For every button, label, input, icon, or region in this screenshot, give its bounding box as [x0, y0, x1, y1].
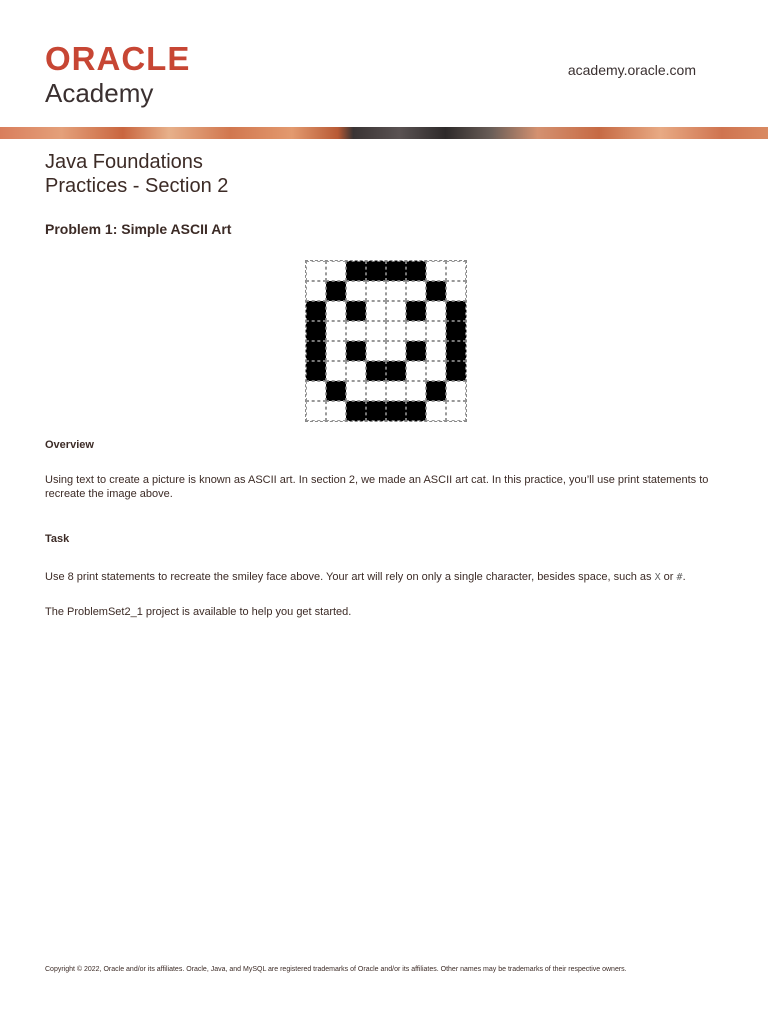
problem-heading: Problem 1: Simple ASCII Art: [45, 221, 232, 237]
task-period: .: [682, 571, 686, 583]
art-cell-filled: [346, 401, 366, 421]
art-cell-filled: [406, 401, 426, 421]
art-cell-filled: [366, 261, 386, 281]
art-cell-empty: [326, 321, 346, 341]
art-cell-empty: [326, 341, 346, 361]
art-cell-empty: [346, 381, 366, 401]
art-cell-empty: [326, 401, 346, 421]
art-cell-filled: [426, 381, 446, 401]
art-cell-empty: [386, 321, 406, 341]
art-cell-empty: [346, 321, 366, 341]
decorative-banner: [0, 127, 768, 139]
art-cell-empty: [386, 301, 406, 321]
overview-label: Overview: [45, 439, 94, 451]
task-or: or: [660, 571, 677, 583]
art-cell-filled: [386, 401, 406, 421]
task-text-main: Use 8 print statements to recreate the smiley face above. Your art will rely on only a single character, besides space, such as: [45, 571, 655, 583]
art-cell-filled: [326, 381, 346, 401]
art-cell-empty: [426, 321, 446, 341]
art-cell-filled: [366, 401, 386, 421]
art-cell-empty: [306, 261, 326, 281]
art-cell-empty: [326, 361, 346, 381]
art-cell-filled: [406, 301, 426, 321]
art-cell-filled: [406, 261, 426, 281]
art-cell-filled: [346, 341, 366, 361]
art-cell-filled: [446, 361, 466, 381]
art-cell-empty: [326, 301, 346, 321]
project-text: The ProblemSet2_1 project is available to help you get started.: [45, 606, 352, 618]
art-cell-empty: [366, 321, 386, 341]
copyright-footer: Copyright © 2022, Oracle and/or its affiliates. Oracle, Java, and MySQL are registered trademarks of Oracle and/or its affiliates. Other names may be trademarks of their respective owners.: [45, 966, 627, 973]
art-cell-empty: [406, 281, 426, 301]
overview-text: Using text to create a picture is known as ASCII art. In section 2, we made an ASCII art cat. In this practice, you’ll use print statements to recreate the image above.: [45, 474, 709, 500]
art-cell-empty: [366, 381, 386, 401]
art-cell-filled: [306, 301, 326, 321]
art-cell-filled: [406, 341, 426, 361]
art-cell-empty: [446, 261, 466, 281]
task-label: Task: [45, 533, 70, 545]
art-cell-empty: [426, 361, 446, 381]
art-cell-empty: [426, 261, 446, 281]
art-cell-empty: [346, 361, 366, 381]
art-cell-empty: [346, 281, 366, 301]
art-cell-empty: [406, 361, 426, 381]
art-cell-filled: [306, 341, 326, 361]
art-cell-empty: [366, 341, 386, 361]
art-cell-filled: [346, 261, 366, 281]
art-cell-empty: [446, 401, 466, 421]
art-cell-empty: [306, 381, 326, 401]
art-cell-filled: [426, 281, 446, 301]
art-cell-filled: [326, 281, 346, 301]
document-title: [45, 150, 228, 198]
oracle-logo: ORACLE: [45, 40, 191, 77]
art-cell-filled: [386, 261, 406, 281]
site-url-link[interactable]: academy.oracle.com: [567, 62, 696, 78]
art-cell-empty: [446, 281, 466, 301]
art-cell-empty: [426, 301, 446, 321]
art-cell-filled: [306, 361, 326, 381]
art-cell-empty: [326, 261, 346, 281]
art-cell-empty: [386, 341, 406, 361]
art-cell-empty: [406, 381, 426, 401]
art-cell-empty: [426, 401, 446, 421]
art-cell-filled: [306, 321, 326, 341]
art-cell-filled: [366, 361, 386, 381]
art-cell-empty: [366, 281, 386, 301]
ascii-art-grid: [305, 260, 467, 422]
title-line-1: Java Foundations: [45, 151, 203, 173]
art-cell-empty: [446, 381, 466, 401]
task-char-x: X: [654, 572, 661, 583]
art-cell-empty: [386, 281, 406, 301]
art-cell-empty: [306, 401, 326, 421]
art-cell-empty: [386, 381, 406, 401]
art-cell-empty: [306, 281, 326, 301]
title-line-2: Practices - Section 2: [45, 175, 229, 197]
art-cell-filled: [386, 361, 406, 381]
academy-logo-text: Academy: [45, 78, 154, 108]
art-cell-filled: [446, 301, 466, 321]
task-char-hash: #: [676, 572, 683, 583]
art-cell-filled: [346, 301, 366, 321]
art-cell-empty: [366, 301, 386, 321]
art-cell-filled: [446, 321, 466, 341]
art-cell-filled: [446, 341, 466, 361]
art-cell-empty: [406, 321, 426, 341]
art-cell-empty: [426, 341, 446, 361]
task-text: [45, 570, 735, 585]
